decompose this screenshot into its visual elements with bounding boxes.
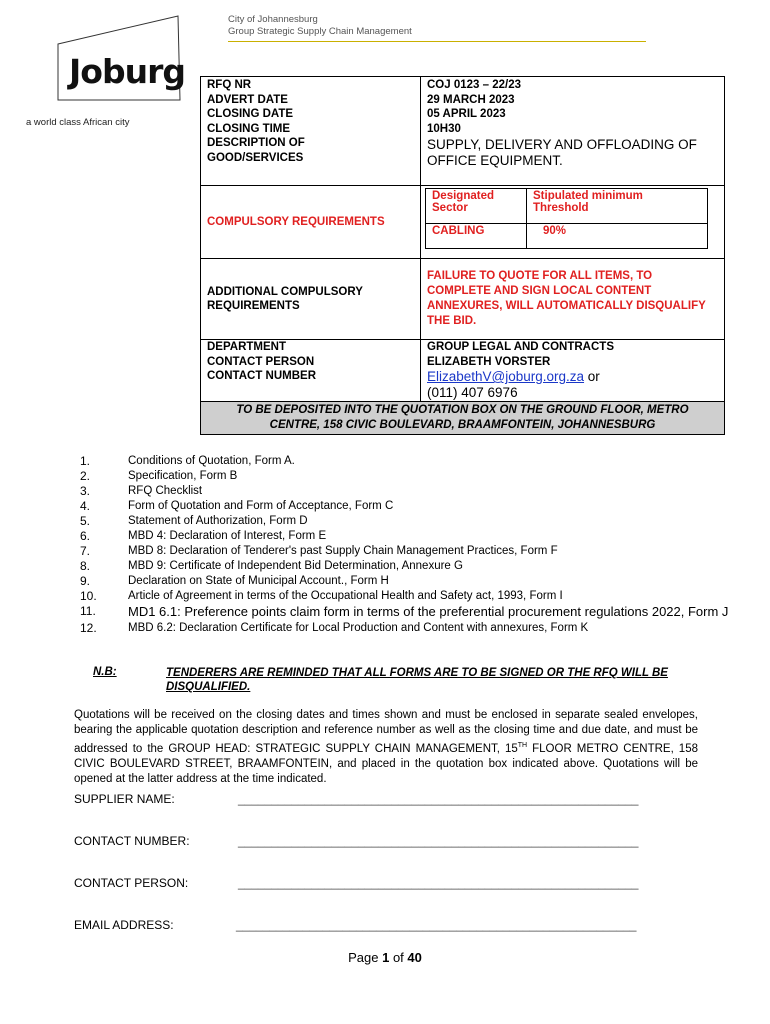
nb-text: TENDERERS ARE REMINDED THAT ALL FORMS ARE TO BE SIGNED OR THE RFQ WILL BE DISQUALIFIED.	[166, 667, 668, 693]
list-item-number: 10.	[80, 589, 97, 603]
table-row	[426, 224, 708, 249]
email-address-label: EMAIL ADDRESS:	[74, 918, 174, 932]
page-word: Page	[348, 950, 383, 965]
list-item-text: Specification, Form B	[128, 470, 238, 482]
closing-date-value: 05 APRIL 2023	[427, 108, 506, 120]
table-row	[426, 189, 708, 224]
table-row	[201, 340, 725, 402]
list-item-text: RFQ Checklist	[128, 485, 203, 497]
header-rule	[228, 41, 646, 42]
supplier-name-line[interactable]: ____________________________________________________________	[238, 792, 639, 806]
list-item-number: 6.	[80, 529, 91, 543]
department-label: DEPARTMENT	[207, 341, 287, 353]
description-value: SUPPLY, DELIVERY AND OFFLOADING OF OFFICE EQUIPMENT.	[427, 137, 697, 168]
list-item	[80, 559, 760, 574]
closing-time-value: 10H30	[427, 122, 461, 135]
list-item-number: 8.	[80, 559, 91, 573]
list-item-text: Form of Quotation and Form of Acceptance, Form C	[128, 500, 394, 512]
para-sup: TH	[517, 742, 528, 749]
list-item-number: 7.	[80, 544, 91, 558]
rfq-label: RFQ NR	[207, 79, 252, 91]
header-dept: Group Strategic Supply Chain Management	[228, 26, 412, 37]
list-item-text: MD1 6.1: Preference points claim form in terms of the preferential procurement regulations 2022, Form J	[128, 604, 729, 619]
list-item-number: 4.	[80, 499, 91, 513]
list-item-text: MBD 6.2: Declaration Certificate for Local Production and Content with annexures, Form K	[128, 622, 589, 634]
contact-or: or	[584, 369, 600, 384]
forms-list	[80, 454, 760, 636]
logo-tagline: a world class African city	[26, 117, 130, 128]
threshold-header: Stipulated minimum Threshold	[527, 189, 708, 224]
advert-date-label: ADVERT DATE	[207, 93, 288, 106]
contact-number-field-label: CONTACT NUMBER:	[74, 834, 190, 848]
contact-number-line[interactable]: ____________________________________________________________	[238, 834, 639, 848]
contact-person-label: CONTACT PERSON	[207, 355, 315, 368]
para-part-2: FLOOR METRO CENTRE, 158 CIVIC BOULEVARD STREET, BRAAMFONTEIN, and placed in the quotation box indicated above. Quotations will be opened at the latter address at the time indicated.	[74, 742, 698, 785]
email-address-line[interactable]: ____________________________________________________________	[236, 918, 637, 932]
list-item-text: Conditions of Quotation, Form A.	[128, 455, 295, 467]
threshold-value: 90%	[527, 224, 708, 249]
sector-value: CABLING	[426, 224, 527, 249]
advert-date-value: 29 MARCH 2023	[427, 93, 515, 106]
contact-phone: (011) 407 6976	[427, 385, 518, 400]
list-item	[80, 529, 760, 544]
list-item-text: Statement of Authorization, Form D	[128, 515, 308, 527]
list-item-number: 5.	[80, 514, 91, 528]
logo-wordmark: Joburg	[69, 52, 185, 91]
table-row	[201, 186, 725, 259]
contact-person-field-label: CONTACT PERSON:	[74, 876, 189, 890]
closing-time-label: CLOSING TIME	[207, 122, 291, 135]
list-item	[80, 621, 760, 636]
table-row	[201, 402, 725, 435]
list-item	[80, 574, 760, 589]
additional-requirements-value: FAILURE TO QUOTE FOR ALL ITEMS, TO COMPLETE AND SIGN LOCAL CONTENT ANNEXURES, WILL AUTOMATICALLY DISQUALIFY THE BID.	[427, 270, 706, 327]
list-item-text: MBD 9: Certificate of Independent Bid Determination, Annexure G	[128, 560, 463, 572]
list-item-text: MBD 8: Declaration of Tenderer's past Supply Chain Management Practices, Form F	[128, 545, 558, 557]
description-label-1: DESCRIPTION OF	[207, 137, 305, 149]
contact-person-value: ELIZABETH VORSTER	[427, 355, 551, 368]
list-item	[80, 589, 760, 604]
list-item	[80, 484, 760, 499]
list-item-text: Article of Agreement in terms of the Occupational Health and Safety act, 1993, Form I	[128, 590, 563, 602]
description-label-2: GOOD/SERVICES	[207, 151, 304, 164]
closing-date-label: CLOSING DATE	[207, 108, 294, 120]
list-item-text: MBD 4: Declaration of Interest, Form E	[128, 530, 327, 542]
list-item-number: 9.	[80, 574, 91, 588]
rfq-value: COJ 0123 – 22/23	[427, 79, 521, 91]
list-item	[80, 544, 760, 559]
table-row	[201, 77, 725, 186]
contact-person-line[interactable]: ____________________________________________________________	[238, 876, 639, 890]
compulsory-requirements-label: COMPULSORY REQUIREMENTS	[207, 216, 385, 228]
nb-label: N.B:	[93, 666, 117, 678]
list-item-number: 11.	[80, 604, 96, 618]
contact-email-link[interactable]: ElizabethV@joburg.org.za	[427, 369, 585, 384]
list-item-number: 1.	[80, 454, 91, 468]
list-item	[80, 514, 760, 529]
deposit-note: TO BE DEPOSITED INTO THE QUOTATION BOX ON THE GROUND FLOOR, METRO CENTRE, 158 CIVIC BOULEVARD, BRAAMFONTEIN, JOHANNESBURG	[201, 402, 725, 435]
page-total: 40	[407, 950, 422, 965]
contact-email-line	[427, 369, 718, 385]
contact-number-label: CONTACT NUMBER	[207, 370, 317, 382]
submission-instructions	[74, 708, 698, 787]
of-word: of	[389, 950, 408, 965]
sector-header: Designated Sector	[426, 189, 527, 224]
page-footer	[0, 950, 770, 965]
header-org: City of Johannesburg	[228, 14, 318, 25]
list-item-number: 2.	[80, 469, 91, 483]
supplier-name-label: SUPPLIER NAME:	[74, 792, 175, 806]
para-part-1: Quotations will be received on the closing dates and times shown and must be enclosed in separate sealed envelopes, bearing the applicable quotation description and reference number as well as the closing time and due date, and must be addressed to the GROUP HEAD: STRATEGIC SUPPLY CHAIN MANAGEMENT, 15	[74, 709, 698, 755]
list-item-text: Declaration on State of Municipal Account., Form H	[128, 575, 389, 587]
list-item	[80, 499, 760, 514]
sector-threshold-table	[425, 188, 708, 249]
page-header	[228, 14, 646, 38]
list-item-number: 3.	[80, 484, 91, 498]
list-item	[80, 454, 760, 469]
department-value: GROUP LEGAL AND CONTRACTS	[427, 341, 614, 353]
list-item-number: 12.	[80, 621, 97, 635]
page-number: 1	[382, 950, 390, 965]
rfq-details-table	[200, 76, 725, 435]
list-item	[80, 469, 760, 484]
table-row	[201, 259, 725, 340]
additional-requirements-label: ADDITIONAL COMPULSORY REQUIREMENTS	[207, 285, 363, 312]
list-item	[80, 604, 760, 620]
